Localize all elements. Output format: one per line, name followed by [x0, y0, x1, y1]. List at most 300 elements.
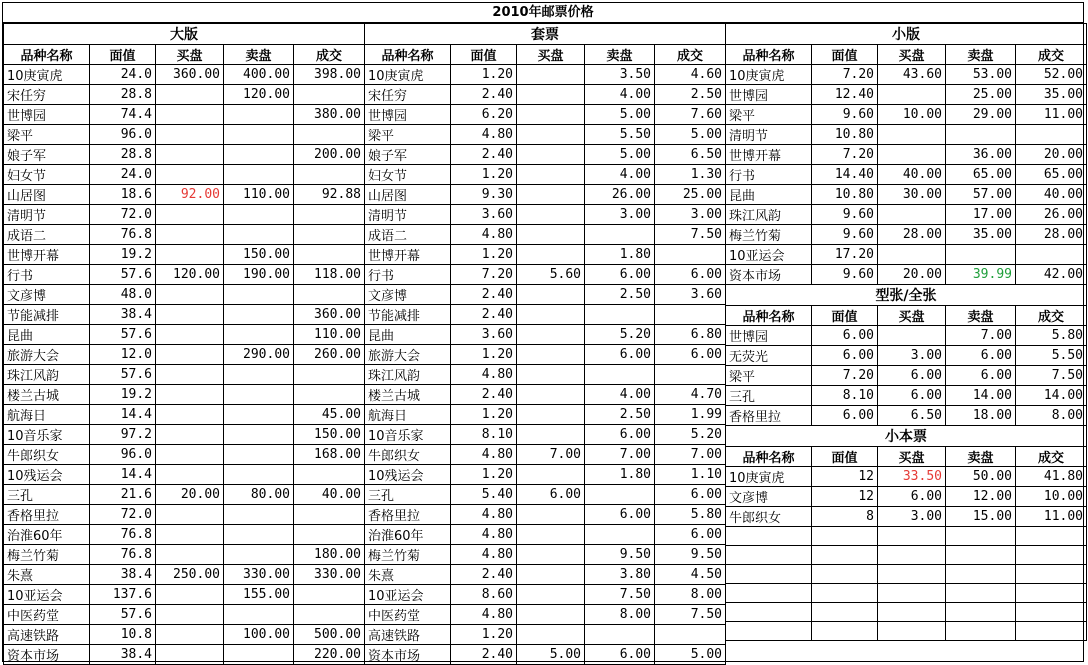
face-value-cell: 4.80 — [451, 225, 517, 245]
face-value-cell: 28.8 — [90, 145, 156, 165]
bid-cell: 5.00 — [517, 645, 585, 665]
ask-cell: 53.00 — [946, 65, 1016, 85]
table-row — [4, 265, 365, 285]
name-cell: 世博园 — [726, 85, 812, 105]
deal-cell — [294, 225, 365, 245]
bid-cell — [156, 165, 224, 185]
ask-cell: 3.50 — [585, 65, 655, 85]
face-value-cell: 4.80 — [451, 365, 517, 385]
name-cell: 世博园 — [4, 105, 90, 125]
table-row — [4, 645, 365, 665]
empty-cell — [946, 584, 1016, 603]
ask-cell: 150.00 — [224, 245, 294, 265]
empty-cell — [726, 603, 812, 622]
name-cell: 文彦博 — [4, 285, 90, 305]
table-row — [4, 625, 365, 645]
ask-cell: 4.00 — [585, 85, 655, 105]
deal-cell: 260.00 — [294, 345, 365, 365]
face-value-cell: 2.40 — [451, 145, 517, 165]
name-cell: 行书 — [4, 265, 90, 285]
bid-cell: 6.00 — [878, 487, 946, 507]
table-row — [726, 145, 1087, 165]
name-cell: 世博园 — [726, 326, 812, 346]
deal-cell: 168.00 — [294, 445, 365, 465]
empty-cell — [946, 565, 1016, 584]
ask-cell — [946, 245, 1016, 265]
ask-cell: 190.00 — [224, 265, 294, 285]
name-cell: 中医药堂 — [365, 605, 451, 625]
deal-cell — [294, 605, 365, 625]
name-cell: 楼兰古城 — [365, 385, 451, 405]
bid-cell — [156, 605, 224, 625]
face-value-cell: 24.0 — [90, 65, 156, 85]
deal-cell — [294, 245, 365, 265]
name-cell: 清明节 — [4, 205, 90, 225]
table-row — [365, 645, 726, 665]
column-header: 买盘 — [878, 306, 946, 326]
face-value-cell: 96.0 — [90, 125, 156, 145]
name-cell: 旅游大会 — [4, 345, 90, 365]
table-row — [365, 285, 726, 305]
ask-cell — [585, 305, 655, 325]
name-cell: 无荧光 — [726, 346, 812, 366]
bid-cell: 7.00 — [517, 445, 585, 465]
empty-cell — [878, 584, 946, 603]
bid-cell: 250.00 — [156, 565, 224, 585]
table-row — [4, 225, 365, 245]
name-cell: 成语二 — [365, 225, 451, 245]
table-row — [365, 585, 726, 605]
column-header: 成交 — [1016, 306, 1087, 326]
face-value-cell: 6.00 — [812, 346, 878, 366]
name-cell: 10亚运会 — [4, 585, 90, 605]
face-value-cell: 9.60 — [812, 105, 878, 125]
ask-cell: 6.00 — [585, 425, 655, 445]
ask-cell: 5.00 — [585, 145, 655, 165]
table-row — [4, 365, 365, 385]
column-header: 买盘 — [878, 447, 946, 467]
column-header: 成交 — [1016, 447, 1087, 467]
table-row — [726, 185, 1087, 205]
name-cell: 10音乐家 — [4, 425, 90, 445]
empty-cell — [878, 622, 946, 641]
face-value-cell: 1.20 — [451, 65, 517, 85]
face-value-cell: 14.40 — [812, 165, 878, 185]
ask-cell — [224, 525, 294, 545]
bid-cell: 6.00 — [878, 366, 946, 386]
ask-cell — [224, 125, 294, 145]
bid-cell — [878, 245, 946, 265]
deal-cell: 1.30 — [655, 165, 726, 185]
bid-cell — [517, 565, 585, 585]
bid-cell — [156, 645, 224, 665]
face-value-cell: 4.80 — [451, 605, 517, 625]
empty-cell — [1016, 565, 1087, 584]
name-cell: 资本市场 — [365, 645, 451, 665]
ask-cell — [585, 625, 655, 645]
bid-cell: 5.60 — [517, 265, 585, 285]
bid-cell — [156, 365, 224, 385]
name-cell: 10庚寅虎 — [726, 467, 812, 487]
bid-cell — [517, 385, 585, 405]
ask-cell — [224, 305, 294, 325]
table-row — [726, 507, 1087, 527]
name-cell: 娘子军 — [365, 145, 451, 165]
ask-cell: 110.00 — [224, 185, 294, 205]
table-row — [726, 366, 1087, 386]
table-row — [726, 346, 1087, 366]
name-cell: 10残运会 — [4, 465, 90, 485]
table-row — [4, 105, 365, 125]
bid-cell — [156, 445, 224, 465]
name-cell: 10音乐家 — [365, 425, 451, 445]
column-header: 卖盘 — [946, 306, 1016, 326]
empty-cell — [812, 546, 878, 565]
face-value-cell: 3.60 — [451, 325, 517, 345]
bid-cell — [517, 505, 585, 525]
name-cell: 资本市场 — [4, 645, 90, 665]
ask-cell — [224, 645, 294, 665]
deal-cell: 5.20 — [655, 425, 726, 445]
name-cell: 航海日 — [4, 405, 90, 425]
large-table — [3, 23, 365, 665]
name-cell: 珠江风韵 — [726, 205, 812, 225]
header-row — [726, 306, 1087, 326]
set-table — [364, 23, 726, 665]
empty-row — [726, 584, 1087, 603]
bid-cell — [156, 105, 224, 125]
face-value-cell: 24.0 — [90, 165, 156, 185]
deal-cell: 3.00 — [655, 205, 726, 225]
deal-cell: 25.00 — [655, 185, 726, 205]
table-row — [4, 585, 365, 605]
name-cell: 中医药堂 — [4, 605, 90, 625]
deal-cell: 10.00 — [1016, 487, 1087, 507]
bid-cell: 92.00 — [156, 185, 224, 205]
bid-cell — [517, 525, 585, 545]
face-value-cell: 9.60 — [812, 205, 878, 225]
ask-cell: 18.00 — [946, 406, 1016, 426]
empty-cell — [1016, 546, 1087, 565]
name-cell: 10庚寅虎 — [4, 65, 90, 85]
bid-cell — [156, 325, 224, 345]
empty-row — [726, 622, 1087, 641]
ask-cell — [224, 405, 294, 425]
deal-cell: 4.70 — [655, 385, 726, 405]
name-cell: 朱熹 — [365, 565, 451, 585]
name-cell: 昆曲 — [726, 185, 812, 205]
bid-cell — [517, 605, 585, 625]
sheet-table — [725, 284, 1087, 426]
ask-cell: 3.00 — [585, 205, 655, 225]
ask-cell: 25.00 — [946, 85, 1016, 105]
table-row — [365, 365, 726, 385]
deal-cell: 6.80 — [655, 325, 726, 345]
empty-cell — [946, 622, 1016, 641]
face-value-cell: 7.20 — [812, 145, 878, 165]
ask-cell: 400.00 — [224, 65, 294, 85]
empty-row — [726, 603, 1087, 622]
deal-cell — [294, 385, 365, 405]
bid-cell — [517, 625, 585, 645]
face-value-cell: 1.20 — [451, 245, 517, 265]
name-cell: 香格里拉 — [4, 505, 90, 525]
bid-cell — [517, 225, 585, 245]
table-row — [365, 225, 726, 245]
ask-cell: 29.00 — [946, 105, 1016, 125]
column-header: 成交 — [294, 45, 365, 65]
bid-cell — [517, 185, 585, 205]
deal-cell: 8.00 — [1016, 406, 1087, 426]
deal-cell — [294, 465, 365, 485]
table-row — [365, 405, 726, 425]
bid-cell: 40.00 — [878, 165, 946, 185]
empty-cell — [878, 565, 946, 584]
ask-cell — [224, 445, 294, 465]
ask-cell: 4.00 — [585, 165, 655, 185]
ask-cell — [946, 125, 1016, 145]
table-row — [365, 565, 726, 585]
bid-cell — [156, 505, 224, 525]
column-header: 卖盘 — [946, 447, 1016, 467]
deal-cell: 20.00 — [1016, 145, 1087, 165]
bid-cell: 33.50 — [878, 467, 946, 487]
name-cell: 山居图 — [365, 185, 451, 205]
bid-cell — [517, 545, 585, 565]
table-row — [726, 386, 1087, 406]
empty-cell — [1016, 584, 1087, 603]
name-cell: 梅兰竹菊 — [365, 545, 451, 565]
bid-cell — [878, 205, 946, 225]
ask-cell: 7.00 — [946, 326, 1016, 346]
deal-cell: 42.00 — [1016, 265, 1087, 285]
deal-cell — [294, 525, 365, 545]
face-value-cell: 72.0 — [90, 205, 156, 225]
table-row — [4, 525, 365, 545]
face-value-cell: 57.6 — [90, 325, 156, 345]
name-cell: 梁平 — [726, 105, 812, 125]
deal-cell: 11.00 — [1016, 105, 1087, 125]
table-row — [726, 467, 1087, 487]
ask-cell: 6.00 — [946, 346, 1016, 366]
bid-cell — [517, 305, 585, 325]
table-row — [365, 165, 726, 185]
face-value-cell: 1.20 — [451, 625, 517, 645]
table-row — [4, 405, 365, 425]
face-value-cell: 8 — [812, 507, 878, 527]
face-value-cell: 7.20 — [812, 65, 878, 85]
empty-cell — [726, 565, 812, 584]
deal-cell: 5.80 — [1016, 326, 1087, 346]
empty-cell — [812, 527, 878, 546]
name-cell: 牛郎织女 — [365, 445, 451, 465]
table-row — [726, 265, 1087, 285]
table-row — [4, 605, 365, 625]
name-cell: 三孔 — [4, 485, 90, 505]
bid-cell — [156, 585, 224, 605]
name-cell: 梁平 — [4, 125, 90, 145]
ask-cell — [585, 365, 655, 385]
column-header: 品种名称 — [365, 45, 451, 65]
bid-cell — [156, 125, 224, 145]
empty-cell — [726, 622, 812, 641]
face-value-cell: 1.20 — [451, 465, 517, 485]
column-header: 买盘 — [156, 45, 224, 65]
ask-cell: 2.50 — [585, 285, 655, 305]
table-row — [365, 145, 726, 165]
ask-cell: 6.00 — [585, 645, 655, 665]
face-value-cell: 97.2 — [90, 425, 156, 445]
face-value-cell: 57.6 — [90, 605, 156, 625]
bid-cell: 120.00 — [156, 265, 224, 285]
bid-cell — [878, 326, 946, 346]
table-row — [365, 265, 726, 285]
name-cell: 三孔 — [365, 485, 451, 505]
column-header: 面值 — [812, 447, 878, 467]
ask-cell — [585, 225, 655, 245]
ask-cell: 6.00 — [946, 366, 1016, 386]
ask-cell: 36.00 — [946, 145, 1016, 165]
ask-cell — [224, 425, 294, 445]
ask-cell — [224, 205, 294, 225]
face-value-cell: 76.8 — [90, 525, 156, 545]
bid-cell — [878, 145, 946, 165]
ask-cell — [585, 525, 655, 545]
bid-cell: 28.00 — [878, 225, 946, 245]
face-value-cell: 4.80 — [451, 505, 517, 525]
bid-cell — [156, 245, 224, 265]
table-row — [365, 245, 726, 265]
face-value-cell: 17.20 — [812, 245, 878, 265]
table-row — [365, 325, 726, 345]
name-cell: 牛郎织女 — [726, 507, 812, 527]
table-row — [365, 445, 726, 465]
face-value-cell: 9.60 — [812, 225, 878, 245]
set-section-title: 套票 — [365, 24, 726, 45]
ask-cell: 8.00 — [585, 605, 655, 625]
name-cell: 昆曲 — [4, 325, 90, 345]
column-header: 品种名称 — [726, 45, 812, 65]
deal-cell: 5.80 — [655, 505, 726, 525]
empty-cell — [726, 584, 812, 603]
ask-cell: 2.50 — [585, 405, 655, 425]
table-row — [4, 565, 365, 585]
bid-cell: 43.60 — [878, 65, 946, 85]
bid-cell — [156, 545, 224, 565]
deal-cell: 35.00 — [1016, 85, 1087, 105]
face-value-cell: 12.0 — [90, 345, 156, 365]
deal-cell — [294, 85, 365, 105]
name-cell: 梁平 — [365, 125, 451, 145]
ask-cell — [224, 545, 294, 565]
bid-cell: 6.00 — [878, 386, 946, 406]
table-row — [365, 385, 726, 405]
deal-cell — [655, 625, 726, 645]
table-row — [365, 545, 726, 565]
ask-cell: 4.00 — [585, 385, 655, 405]
deal-cell: 5.50 — [1016, 346, 1087, 366]
empty-cell — [812, 603, 878, 622]
table-row — [726, 65, 1087, 85]
ask-cell: 1.80 — [585, 465, 655, 485]
deal-cell: 200.00 — [294, 145, 365, 165]
table-row — [4, 285, 365, 305]
face-value-cell: 4.80 — [451, 445, 517, 465]
face-value-cell: 38.4 — [90, 305, 156, 325]
table-row — [4, 245, 365, 265]
ask-cell — [224, 385, 294, 405]
deal-cell: 11.00 — [1016, 507, 1087, 527]
deal-cell: 500.00 — [294, 625, 365, 645]
ask-cell — [585, 485, 655, 505]
booklet-section-title: 小本票 — [726, 426, 1087, 447]
face-value-cell: 72.0 — [90, 505, 156, 525]
face-value-cell: 12 — [812, 487, 878, 507]
column-header: 面值 — [90, 45, 156, 65]
ask-cell: 6.00 — [585, 265, 655, 285]
name-cell: 世博开幕 — [726, 145, 812, 165]
bid-cell — [517, 365, 585, 385]
bid-cell: 6.50 — [878, 406, 946, 426]
face-value-cell: 5.40 — [451, 485, 517, 505]
table-row — [365, 525, 726, 545]
empty-row — [726, 527, 1087, 546]
table-row — [365, 305, 726, 325]
face-value-cell: 8.10 — [812, 386, 878, 406]
ask-cell: 5.20 — [585, 325, 655, 345]
price-sheet — [2, 2, 1084, 662]
bid-cell: 30.00 — [878, 185, 946, 205]
ask-cell: 57.00 — [946, 185, 1016, 205]
face-value-cell: 9.30 — [451, 185, 517, 205]
ask-cell — [224, 285, 294, 305]
bid-cell: 3.00 — [878, 346, 946, 366]
face-value-cell: 14.4 — [90, 465, 156, 485]
deal-cell: 6.00 — [655, 265, 726, 285]
deal-cell: 4.60 — [655, 65, 726, 85]
face-value-cell: 4.80 — [451, 125, 517, 145]
face-value-cell: 28.8 — [90, 85, 156, 105]
table-row — [365, 185, 726, 205]
deal-cell: 1.10 — [655, 465, 726, 485]
right-sections — [725, 23, 1087, 641]
deal-cell: 380.00 — [294, 105, 365, 125]
face-value-cell: 18.6 — [90, 185, 156, 205]
column-header: 买盘 — [878, 45, 946, 65]
column-header: 成交 — [1016, 45, 1087, 65]
deal-cell — [294, 125, 365, 145]
deal-cell — [294, 365, 365, 385]
face-value-cell: 1.20 — [451, 345, 517, 365]
face-value-cell: 2.40 — [451, 565, 517, 585]
column-header: 成交 — [655, 45, 726, 65]
name-cell: 成语二 — [4, 225, 90, 245]
large-section-title: 大版 — [4, 24, 365, 45]
bid-cell — [517, 405, 585, 425]
ask-cell: 26.00 — [585, 185, 655, 205]
name-cell: 三孔 — [726, 386, 812, 406]
face-value-cell: 76.8 — [90, 545, 156, 565]
header-row — [365, 45, 726, 65]
deal-cell: 8.00 — [655, 585, 726, 605]
face-value-cell: 7.20 — [812, 366, 878, 386]
table-row — [4, 485, 365, 505]
bid-cell — [517, 105, 585, 125]
table-row — [365, 485, 726, 505]
name-cell: 10庚寅虎 — [726, 65, 812, 85]
deal-cell: 41.80 — [1016, 467, 1087, 487]
bid-cell — [517, 285, 585, 305]
